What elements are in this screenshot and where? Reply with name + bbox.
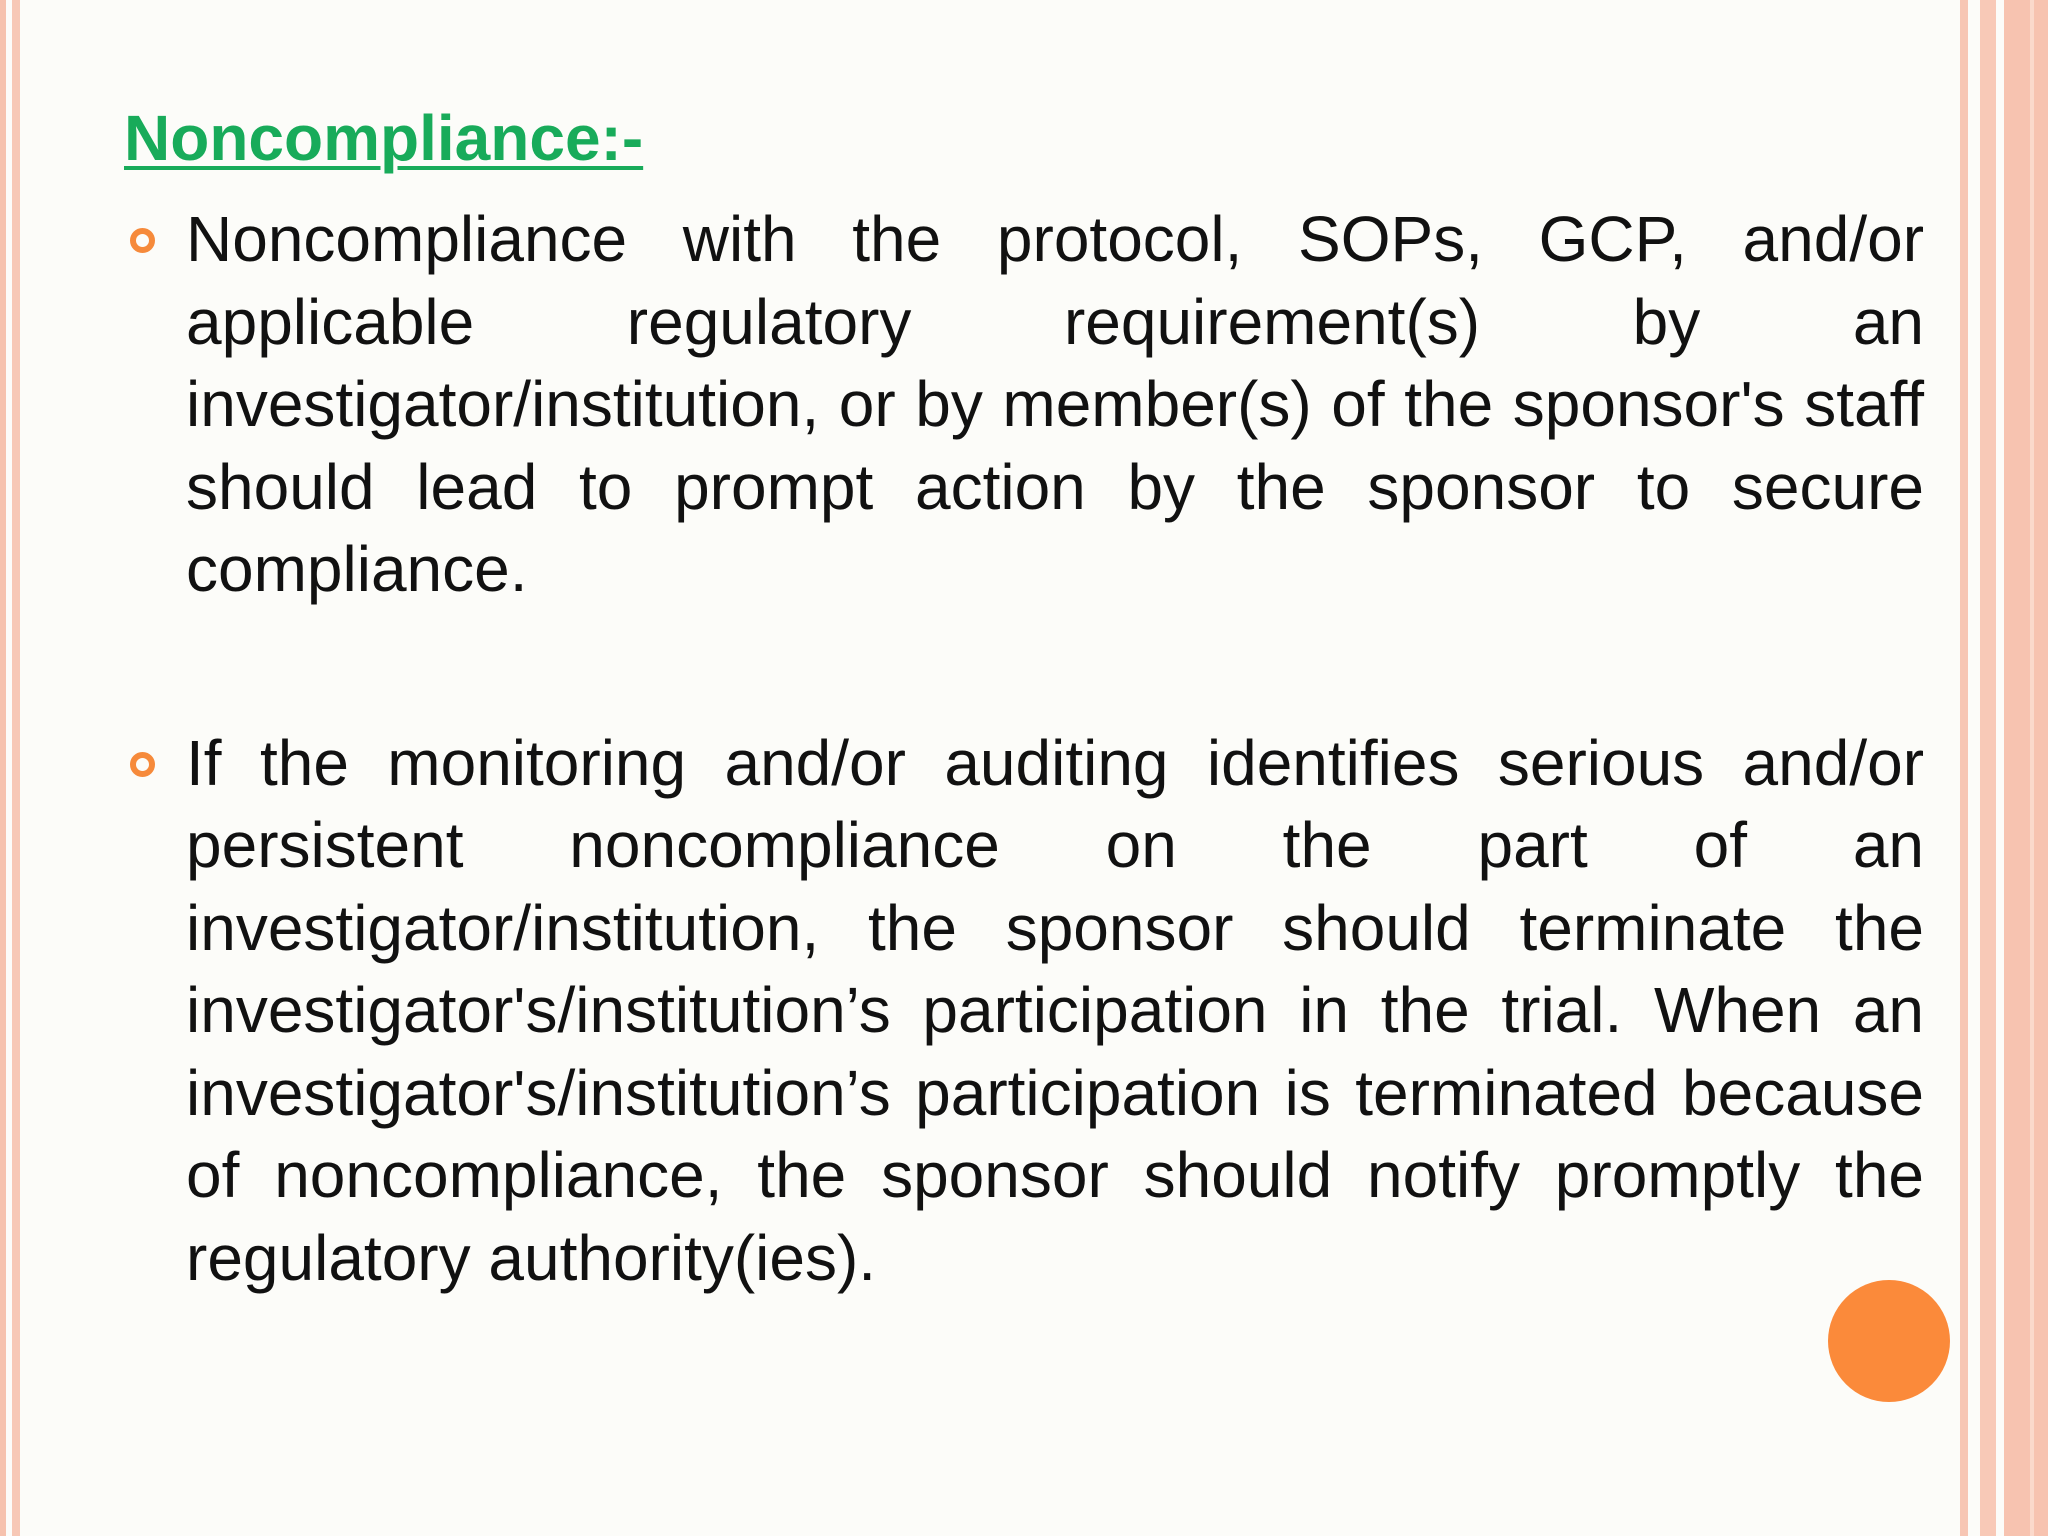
right-border-stripe-middle (1980, 0, 1996, 1536)
right-border-stripe-outer (2004, 0, 2048, 1536)
bullet-list (124, 198, 1924, 1299)
bullet-text: Noncompliance with the protocol, SOPs, GCP, and/or applicable regulatory requirement(s) by an investigator/institution, or by member(s) of the sponsor's staff should lead to prompt action by the sponsor to secure compliance. (186, 203, 1924, 605)
bullet-item (124, 722, 1924, 1300)
right-border-stripe-inner (1960, 0, 1968, 1536)
right-border-stripe-highlight (2030, 0, 2034, 1536)
hollow-circle-bullet-icon (130, 228, 155, 253)
hollow-circle-bullet-icon (130, 752, 155, 777)
left-border-stripe (0, 0, 6, 1536)
bullet-text: If the monitoring and/or auditing identifies serious and/or persistent noncompliance on the part of an investigator/institution, the sponsor should terminate the investigator's/institution’s participation in the trial. When an investigator's/institution’s participation is terminated because of noncompliance, the sponsor should notify promptly the regulatory authority(ies). (186, 726, 1924, 1294)
slide-title: Noncompliance:- (124, 102, 644, 174)
orange-circle-decoration (1828, 1280, 1950, 1402)
bullet-item (124, 198, 1924, 611)
left-border-stripe-inner (12, 0, 20, 1536)
